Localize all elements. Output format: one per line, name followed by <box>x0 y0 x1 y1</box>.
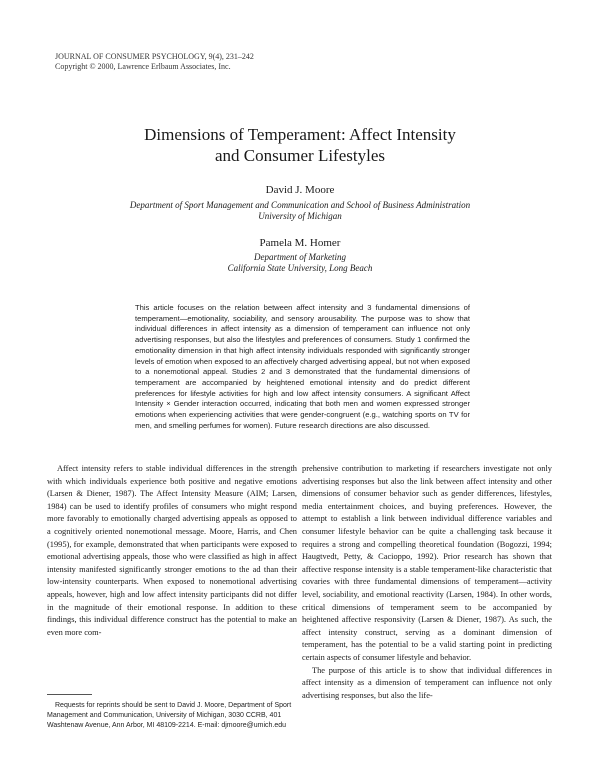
title-line-1: Dimensions of Temperament: Affect Intensity <box>144 125 456 144</box>
body-paragraph: Affect intensity refers to stable individual differences in the strength with which individuals experience both positive and negative emotions (Larsen & Diener, 1987). The Affect Intensity Measure (AIM; Larsen, 1984) can be used to identify profiles of consumers who might respond more favorably to emotionally charged advertising appeals as opposed to a cognitively oriented nonemotional message. Moore, Harris, and Chen (1995), for example, demonstrated that when participants were exposed to emotional advertising appeals, those who were classified as high in affect intensity manifested significantly stronger emotions to the ad than their low-intensity counterparts. When exposed to nonemotional advertising appeals, however, high and low affect intensity participants did not differ in the magnitude of their emotional response. In addition to these findings, this individual difference construct has the potential to make an even more com- <box>47 464 297 637</box>
author-affiliation-1a: Department of Sport Management and Communication and School of Business Administration <box>129 200 471 210</box>
journal-citation: JOURNAL OF CONSUMER PSYCHOLOGY, 9(4), 231–242 <box>55 52 254 61</box>
body-paragraph: prehensive contribution to marketing if researchers investigate not only advertising responses but also the link between affect intensity and other dimensions of consumer behavior such as gender differences, lifestyles, media entertainment choices, and buying preferences. However, the attempt to establish a link between individual difference variables and consumer lifestyle behavior can be quite a challenging task because it requires a strong and compelling theoretical foundation (Bogozzi, 1994; Haugtvedt, Petty, & Cacioppo, 1992). Prior research has shown that affective response intensity is a stable temperament-like characteristic that covaries with three fundamental dimensions of temperament—activity level, sociability, and emotional reactivity (Larsen, 1984). In other words, critical dimensions of temperament seem to be accompanied by heightened affective responsivity (Larsen & Diener, 1987). As such, the affect intensity construct, serving as a dominant dimension of temperament, has the potential to be a valid starting point in predicting certain aspects of consumer lifestyle and behavior. <box>302 464 552 662</box>
body-paragraph: The purpose of this article is to show that individual differences in affect intensity as a dimension of temperament can influence not only advertising responses, but also the life- <box>302 665 552 700</box>
author-affiliation-2b: California State University, Long Beach <box>227 263 373 273</box>
author-affiliation-1b: University of Michigan <box>258 211 342 221</box>
copyright-notice: Copyright © 2000, Lawrence Erlbaum Associates, Inc. <box>55 62 231 71</box>
footnote-divider <box>47 694 92 695</box>
author-name-1: David J. Moore <box>265 184 335 196</box>
body-column-right <box>302 463 552 702</box>
title-line-2: and Consumer Lifestyles <box>215 146 385 165</box>
author-name-2: Pamela M. Homer <box>259 237 341 249</box>
abstract: This article focuses on the relation between affect intensity and 3 fundamental dimensions of temperament—emotionality, sociability, and sensory arousability. The purpose was to show that individual differences in affect intensity as a dimension of temperament can influence not only advertising responses, but also the lifestyles and preferences of consumers. Study 1 confirmed the emotionality dimension in that high affect intensity individuals responded with significantly stronger levels of emotion when exposed to an affectively charged advertising appeal, but not when exposed to a nonemotional appeal. Studies 2 and 3 demonstrated that the fundamental dimensions of temperament are accompanied by heightened emotional intensity and do predict different preferences for lifestyle activities for high and low affect intensity consumers. A significant Affect Intensity × Gender interaction occurred, indicating that both men and women expressed stronger emotions when experiencing activities that were gender-congruent (e.g., watching sports on TV for men, and smelling perfumes for women). Future research directions are also discussed. <box>135 303 470 430</box>
journal-header <box>55 52 475 72</box>
author-affiliation-2a: Department of Marketing <box>254 252 346 262</box>
article-title <box>0 124 600 166</box>
body-column-left <box>47 463 297 639</box>
correspondence-footnote: Requests for reprints should be sent to David J. Moore, Department of Sport Management and Communication, University of Michigan, 3030 CCRB, 401 Washtenaw Avenue, Ann Arbor, MI 48109-2214. E-mail: djmoore@umich.edu <box>47 702 292 729</box>
